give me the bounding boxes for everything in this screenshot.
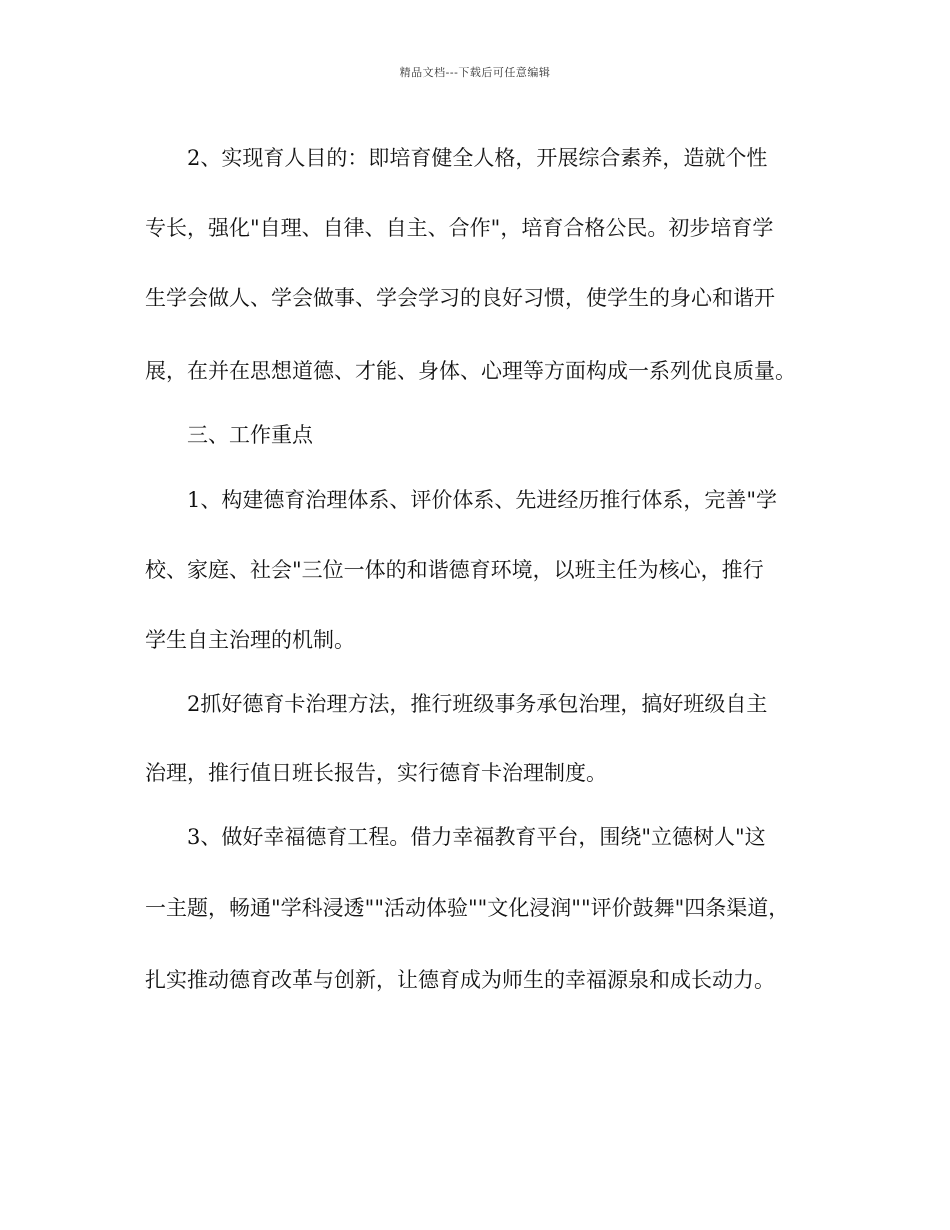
body-line-10: 治理，推行值日班长报告，实行德育卡治理制度。 [145, 761, 607, 785]
section-heading-work-focus: 三、工作重点 [187, 423, 313, 447]
body-line-3: 生学会做人、学会做事、学会学习的良好习惯，使学生的身心和谐开 [145, 286, 775, 310]
body-line-13: 扎实推动德育改革与创新，让德育成为师生的幸福源泉和成长动力。 [145, 968, 775, 992]
body-line-6: 1、构建德育治理体系、评价体系、先进经历推行体系，完善"学 [187, 488, 778, 512]
body-line-7: 校、家庭、社会"三位一体的和谐德育环境，以班主任为核心，推行 [145, 558, 764, 582]
body-line-4: 展，在并在思想道德、才能、身体、心理等方面构成一系列优良质量。 [145, 359, 796, 383]
body-line-2: 专长，强化"自理、自律、自主、合作"，培育合格公民。初步培育学 [145, 216, 774, 240]
page-header: 精品文档---下载后可任意编辑 [399, 66, 551, 79]
body-line-12: 一主题，畅通"学科浸透""活动体验""文化浸润""评价鼓舞"四条渠道， [145, 896, 790, 920]
body-line-1: 2、实现育人目的：即培育健全人格，开展综合素养，造就个性 [187, 146, 768, 170]
body-line-11: 3、做好幸福德育工程。借力幸福教育平台，围绕"立德树人"这 [187, 825, 766, 849]
body-line-9: 2抓好德育卡治理方法，推行班级事务承包治理，搞好班级自主 [187, 692, 768, 716]
body-line-8: 学生自主治理的机制。 [145, 628, 355, 652]
